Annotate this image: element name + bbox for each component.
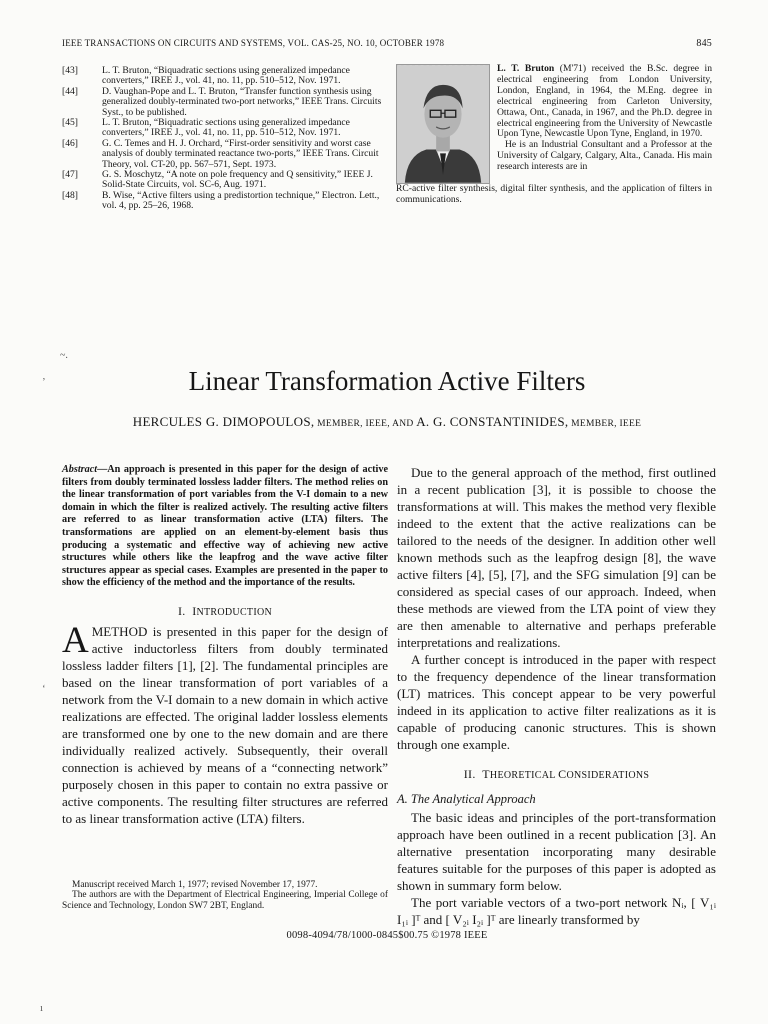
bio-paragraph-1: (M'71) received the B.Sc. degree in electrical engineering from London University, London, England, in 1964, the M.Eng. degree in electrical engineering from Carleton University, Ottawa, Ont., Canada, in 1967, and the Ph.D. degree in electrical engineering from the University of Newcastle Upon Tyne, Newcastle Upon Tyne, England, in 1970.: [497, 63, 713, 140]
scan-mark: ~.: [60, 350, 68, 361]
body-paragraph: A further concept is introduced in the paper with respect to the frequency dependence of the linear transformation (LT) matrices. This concept appear to be very powerful indeed in its application to active filter realizations as it is capable of producing canonic structures. This is shown through one example.: [397, 652, 716, 752]
reference-item: [62, 118, 387, 139]
bio-name: L. T. Bruton: [497, 63, 555, 74]
abstract: [62, 464, 388, 590]
body-paragraph: The basic ideas and principles of the port-transformation approach have been outlined in a recent publication [3]. An alternative presentation incorporating many desirable features suitable for the purposes of this paper is adopted as shown in summary form below.: [397, 810, 716, 893]
author-membership: MEMBER, IEEE,: [314, 419, 393, 429]
reference-number: [44]: [62, 85, 78, 97]
reference-item: [62, 139, 387, 170]
author-line: [62, 414, 712, 430]
bio-continuation: [396, 184, 712, 206]
right-column: [397, 464, 716, 928]
intro-text: METHOD is presented in this paper for the design of active inductorless filters from doubly terminated lossless ladder filters [1], [2]. The fundamental principles are based on the linear transformation of port variables of a network from the V-I domain to a new domain in which active realizations are effected. The original ladder lossless elements are transformed one by one to the new domain and are there individually realized actively. Subsequently, their overall connection is achieved by means of a “connecting network” purposely chosen in this paper to contain no extra passive or active components. The resulting filter structures are referred to as linear transformation active (LTA) filters.: [62, 623, 388, 826]
author-name: A. G. CONSTANTINIDES,: [416, 414, 569, 429]
reference-number: [47]: [62, 169, 78, 181]
portrait-image: [397, 65, 489, 183]
reference-text: L. T. Bruton, “Biquadratic sections using generalized impedance converters,” IREE J., vol. 41, no. 11, pp. 510–512, Nov. 1971.: [102, 117, 350, 139]
page-number: 845: [696, 38, 712, 49]
abstract-text: —An approach is presented in this paper for the design of active filters from doubly terminated lossless ladder filters. The method relies on the linear transformation of port variables from the V-I domain to a new domain in which the filter is realized actively. The resulting active filters are referred to as linear transformation active (LTA) filters. The transformations are applied on an element-by-element basis thus producing a systematic and effective way of achieving new active structures while others like the leapfrog and the wave active filter structures appear as special cases. Examples are presented in the paper to show the efficiency of the method and the importance of the results.: [62, 464, 388, 589]
bio-paragraph-2: He is an Industrial Consultant and a Professor at the University of Calgary, Calgary, Alta., Canada. His main research interests are in: [497, 139, 712, 173]
body-paragraph: Due to the general approach of the method, first outlined in a recent publication [3], it is possible to choose the transformations at will. This makes the method very flexible indeed to the extent that the active realizations can be tailored to the needs of the designer. In addition other well known methods such as the leapfrog design [8], the wave active filters [4], [5], [7], and the SFG simulation [9] can be considered as special cases of our approach. Indeed, when these methods are viewed from the LTA point of view they are then amenable to alternative and perhaps preferable interpretations and realizations.: [397, 465, 716, 650]
section-title-initial: I: [192, 603, 197, 618]
reference-item: [62, 170, 387, 191]
reference-text: G. S. Moschytz, “A note on pole frequency and Q sensitivity,” IEEE J. Solid-State Circuits, vol. SC-6, Aug. 1971.: [102, 169, 373, 191]
reference-list: [62, 66, 387, 212]
footnote-affiliation: The authors are with the Department of Electrical Engineering, Imperial College of Science and Technology, London SW7 2BT, England.: [62, 890, 388, 911]
running-head: [62, 38, 712, 52]
reference-text: D. Vaughan-Pope and L. T. Bruton, “Transfer function synthesis using generalized doubly-terminated two-port networks,” IEEE Trans. Circuits Syst., to be published.: [102, 85, 382, 118]
author-membership: MEMBER, IEEE: [568, 419, 642, 429]
abstract-label: Abstract: [62, 464, 98, 475]
reference-item: [62, 66, 387, 87]
author-conjunction: AND: [392, 419, 417, 429]
scan-mark: ‘: [42, 683, 46, 695]
copyright-line: 0098-4094/78/1000-0845$00.75 ©1978 IEEE: [286, 930, 488, 941]
footnote: [62, 880, 388, 911]
drop-cap: A: [62, 619, 89, 661]
section-heading: [62, 604, 388, 619]
body-paragraph: The port variable vectors of a two-port network Nᵢ, [ V₁ᵢ I₁ᵢ ]ᵀ and [ V₂ᵢ I₂ᵢ ]ᵀ are linearly transformed by: [397, 895, 716, 927]
reference-text: L. T. Bruton, “Biquadratic sections using generalized impedance converters,” IREE J., vol. 41, no. 11, pp. 510–512, Nov. 1971.: [102, 65, 350, 87]
reference-item: [62, 87, 387, 118]
reference-text: G. C. Temes and H. J. Orchard, “First-order sensitivity and worst case analysis of doubly terminated reactance two-ports,” IEEE Trans. Circuit Theory, vol. CT-20, pp. 567–571, Sept. 1973.: [102, 137, 379, 170]
section-title-initial: C: [558, 767, 567, 781]
section-number: II.: [463, 767, 476, 781]
author-name: HERCULES G. DIMOPOULOS,: [132, 414, 315, 429]
footnote-received: Manuscript received March 1, 1977; revised November 17, 1977.: [72, 880, 318, 890]
section-number: I.: [177, 603, 186, 618]
section-title-initial: T: [482, 767, 490, 781]
section-heading: [397, 767, 716, 782]
scan-mark: ı: [40, 1002, 44, 1014]
left-column: [62, 464, 388, 827]
journal-name: IEEE TRANSACTIONS ON CIRCUITS AND SYSTEMS, VOL. CAS-25, NO. 10, OCTOBER 1978: [62, 38, 445, 48]
author-biography: [497, 64, 712, 173]
reference-item: [62, 191, 387, 212]
reference-number: [46]: [62, 137, 78, 149]
section-title-rest: HEORETICAL: [489, 770, 559, 781]
article-title: Linear Transformation Active Filters: [188, 366, 586, 396]
bio-tail-text: RC-active filter synthesis, digital filter synthesis, and the application of filters in communications.: [396, 183, 712, 205]
scan-mark: ’: [42, 376, 46, 388]
reference-number: [45]: [62, 117, 78, 129]
section-title-rest: ONSIDERATIONS: [566, 770, 650, 781]
reference-number: [43]: [62, 65, 78, 76]
intro-paragraph: [62, 619, 388, 827]
section-title-rest: NTRODUCTION: [196, 606, 273, 618]
author-photo: [396, 64, 490, 184]
reference-text: B. Wise, “Active filters using a predistortion technique,” Electron. Lett., vol. 4, pp. 25–26, 1968.: [102, 189, 380, 212]
reference-number: [48]: [62, 189, 78, 201]
subsection-heading: A. The Analytical Approach: [397, 792, 536, 806]
